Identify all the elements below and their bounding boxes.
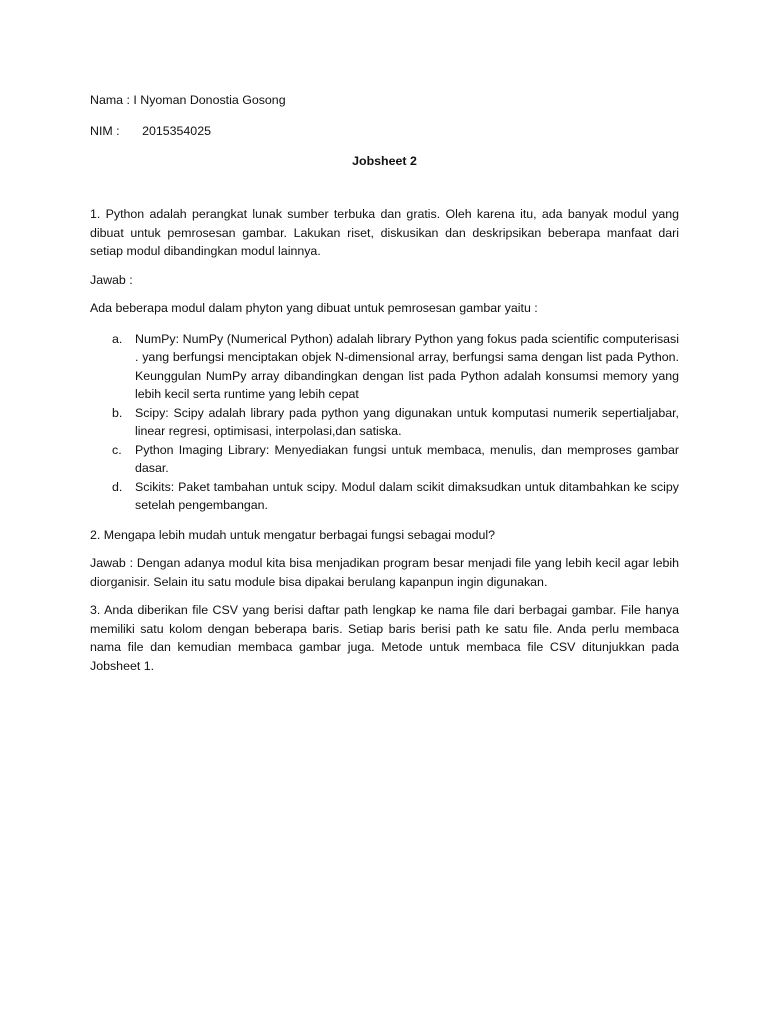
question-2: 2. Mengapa lebih mudah untuk mengatur berbagai fungsi sebagai modul? [90, 527, 496, 542]
document-title: Jobsheet 2 [352, 154, 417, 168]
module-list [90, 330, 679, 515]
question-3: 3. Anda diberikan file CSV yang berisi daftar path lengkap ke nama file dari berbagai gambar. File hanya memiliki satu kolom dengan beberapa baris. Setiap baris berisi path ke satu file. Anda perlu membaca nama file dan kemudian membaca gambar juga. Metode untuk membaca file CSV ditunjukkan pada Jobsheet 1. [90, 603, 679, 673]
nim-value: 2015354025 [142, 124, 211, 138]
question-1: 1. Python adalah perangkat lunak sumber terbuka dan gratis. Oleh karena itu, ada banyak modul yang dibuat untuk pemrosesan gambar. Lakukan riset, diskusikan dan deskripsikan beberapa manfaat dari setiap modul dibandingkan modul lainnya. [90, 207, 679, 258]
list-marker: d. [112, 479, 123, 494]
answer-1-label: Jawab : [90, 272, 133, 287]
nim-label: NIM : [90, 124, 120, 138]
list-item-text: Scipy: Scipy adalah library pada python yang digunakan untuk komputasi numerik sepertialjabar, linear regresi, optimisasi, interpolasi,dan satiska. [135, 405, 679, 438]
list-marker: c. [112, 442, 122, 457]
list-item [90, 441, 679, 478]
student-nim [90, 122, 679, 141]
list-marker: a. [112, 331, 123, 346]
list-item-text: Scikits: Paket tambahan untuk scipy. Modul dalam scikit dimaksudkan untuk ditambahkan ke scipy setelah pengembangan. [135, 479, 679, 512]
list-item [90, 404, 679, 441]
list-item [90, 478, 679, 515]
student-name: Nama : I Nyoman Donostia Gosong [90, 93, 286, 107]
answer-1-intro: Ada beberapa modul dalam phyton yang dibuat untuk pemrosesan gambar yaitu : [90, 301, 538, 315]
list-item-text: NumPy: NumPy (Numerical Python) adalah library Python yang fokus pada scientific computerisasi . yang berfungsi menciptakan objek N-dimensional array, berfungsi sama dengan list pada Python. Keunggulan NumPy array dibandingkan dengan list pada Python adalah konsumsi memory yang lebih kecil serta runtime yang lebih cepat [135, 331, 679, 401]
list-marker: b. [112, 405, 123, 420]
answer-2: Jawab : Dengan adanya modul kita bisa menjadikan program besar menjadi file yang lebih kecil agar lebih diorganisir. Selain itu satu module bisa dipakai berulang kapanpun ingin digunakan. [90, 556, 679, 589]
list-item [90, 330, 679, 404]
document-body [90, 91, 679, 675]
list-item-text: Python Imaging Library: Menyediakan fungsi untuk membaca, menulis, dan memproses gambar dasar. [135, 442, 679, 475]
